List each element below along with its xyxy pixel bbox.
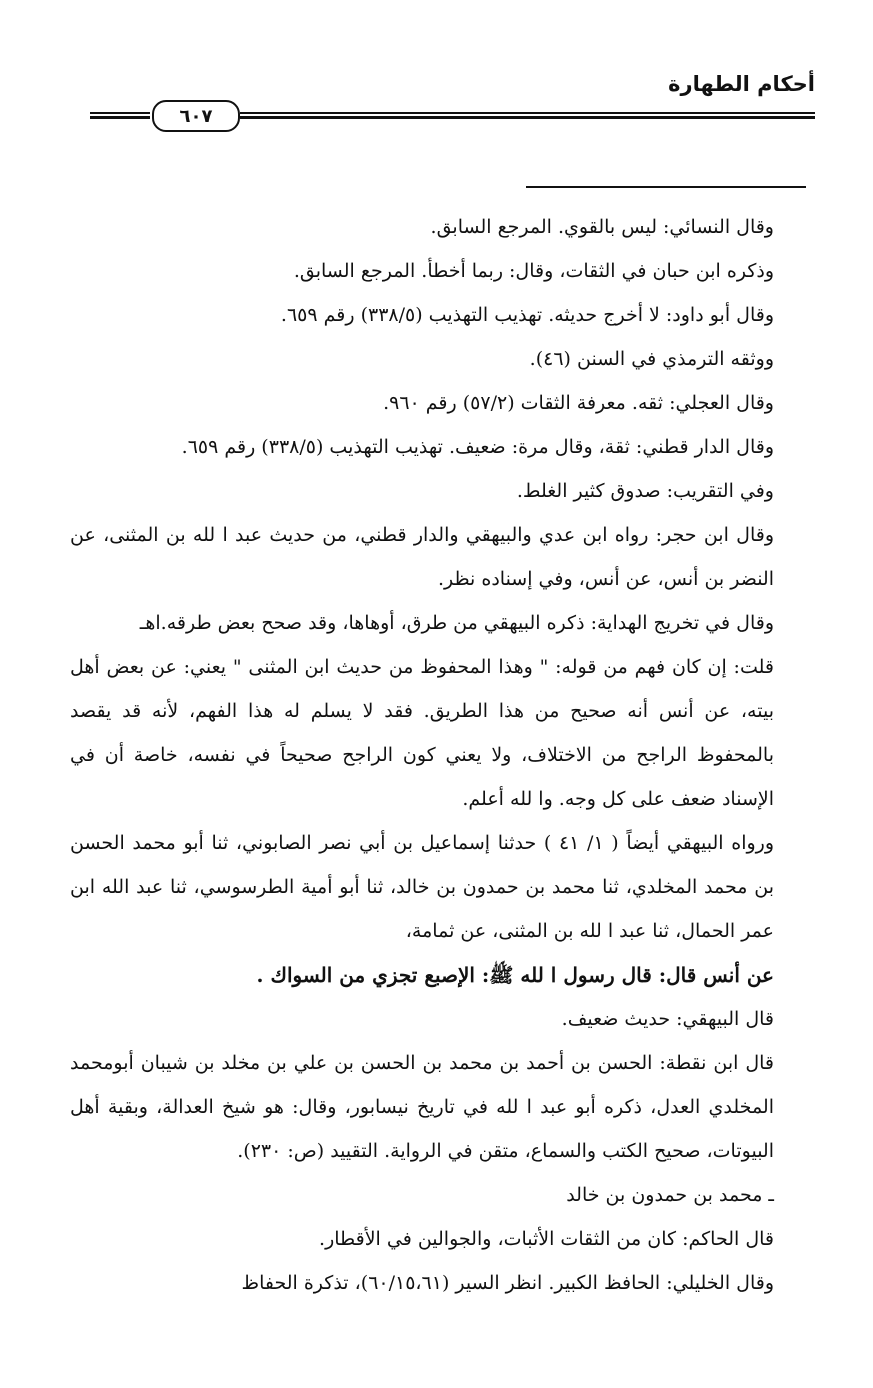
header-rule-left bbox=[90, 112, 150, 114]
paragraph: وذكره ابن حبان في الثقات، وقال: ربما أخطأ. المرجع السابق. bbox=[293, 260, 774, 282]
paragraph: قلت: إن كان فهم من قوله: " وهذا المحفوظ من حديث ابن المثنى " يعني: عن بعض أهل بيته، عن أنس أنه صحيح من هذا الطريق. فقد لا يسلم له هذا الفهم، لأنه قد يقصد بالمحفوظ الراجح من الاختلاف، ولا يعني كون الراجح صحيحاً في نفسه، خاصة أن في الإسناد ضعف على كل وجه. وا لله أعلم. bbox=[70, 656, 774, 810]
header-rule-thick bbox=[240, 116, 815, 119]
paragraph: ـ محمد بن حمدون بن خالد bbox=[566, 1184, 774, 1206]
header-rule-left-thick bbox=[90, 116, 150, 119]
paragraph: قال ابن نقطة: الحسن بن أحمد بن محمد بن الحسن بن علي بن مخلد بن شيبان أبومحمد المخلدي العدل، ذكره أبو عبد ا لله في تاريخ نيسابور، وقال: هو شيخ العدالة، وبقية أهل البيوتات، صحيح الكتب والسماع، متقن في الرواية. التقييد (ص: ٢٣٠). bbox=[70, 1052, 774, 1162]
paragraph: وقال الخليلي: الحافظ الكبير. انظر السير (٦٠/١٥،٦١)، تذكرة الحفاظ bbox=[241, 1272, 774, 1294]
paragraph: وقال في تخريج الهداية: ذكره البيهقي من طرق، أوهاها، وقد صحح بعض طرقه.اهـ bbox=[139, 612, 774, 634]
paragraph: قال البيهقي: حديث ضعيف. bbox=[561, 1008, 774, 1030]
paragraph: وقال النسائي: ليس بالقوي. المرجع السابق. bbox=[430, 216, 774, 238]
paragraph: ورواه البيهقي أيضاً ( ١/ ٤١ ) حدثنا إسماعيل بن أبي نصر الصابوني، ثنا أبو محمد الحسن بن محمد المخلدي، ثنا محمد بن حمدون بن خالد، ثنا أبو أمية الطرسوسي، ثنا عبد الله ابن عمر الحمال، ثنا عبد ا لله بن المثنى، عن ثمامة، bbox=[70, 832, 774, 942]
page-header bbox=[90, 70, 815, 130]
paragraph: وقال العجلي: ثقه. معرفة الثقات (٥٧/٢) رقم ٩٦٠. bbox=[383, 392, 774, 414]
footnote-separator bbox=[526, 186, 806, 188]
paragraph: وقال أبو داود: لا أخرج حديثه. تهذيب التهذيب (٣٣٨/٥) رقم ٦٥٩. bbox=[280, 304, 774, 326]
book-title: أحكام الطهارة bbox=[668, 72, 815, 96]
paragraph: وفي التقريب: صدوق كثير الغلط. bbox=[516, 480, 774, 502]
body-text bbox=[70, 205, 810, 1305]
page-number: ٦٠٧ bbox=[152, 100, 240, 132]
paragraph: وقال الدار قطني: ثقة، وقال مرة: ضعيف. تهذيب التهذيب (٣٣٨/٥) رقم ٦٥٩. bbox=[181, 436, 774, 458]
header-rule bbox=[240, 112, 815, 114]
paragraph: ووثقه الترمذي في السنن (٤٦). bbox=[529, 348, 774, 370]
paragraph: وقال ابن حجر: رواه ابن عدي والبيهقي والدار قطني، من حديث عبد ا لله بن المثنى، عن النضر بن أنس، عن أنس، وفي إسناده نظر. bbox=[70, 524, 774, 590]
hadith-paragraph: عن أنس قال: قال رسول ا لله ﷺ: الإصبع تجزي من السواك . bbox=[256, 963, 774, 987]
paragraph: قال الحاكم: كان من الثقات الأثبات، والجوالين في الأقطار. bbox=[319, 1228, 774, 1250]
